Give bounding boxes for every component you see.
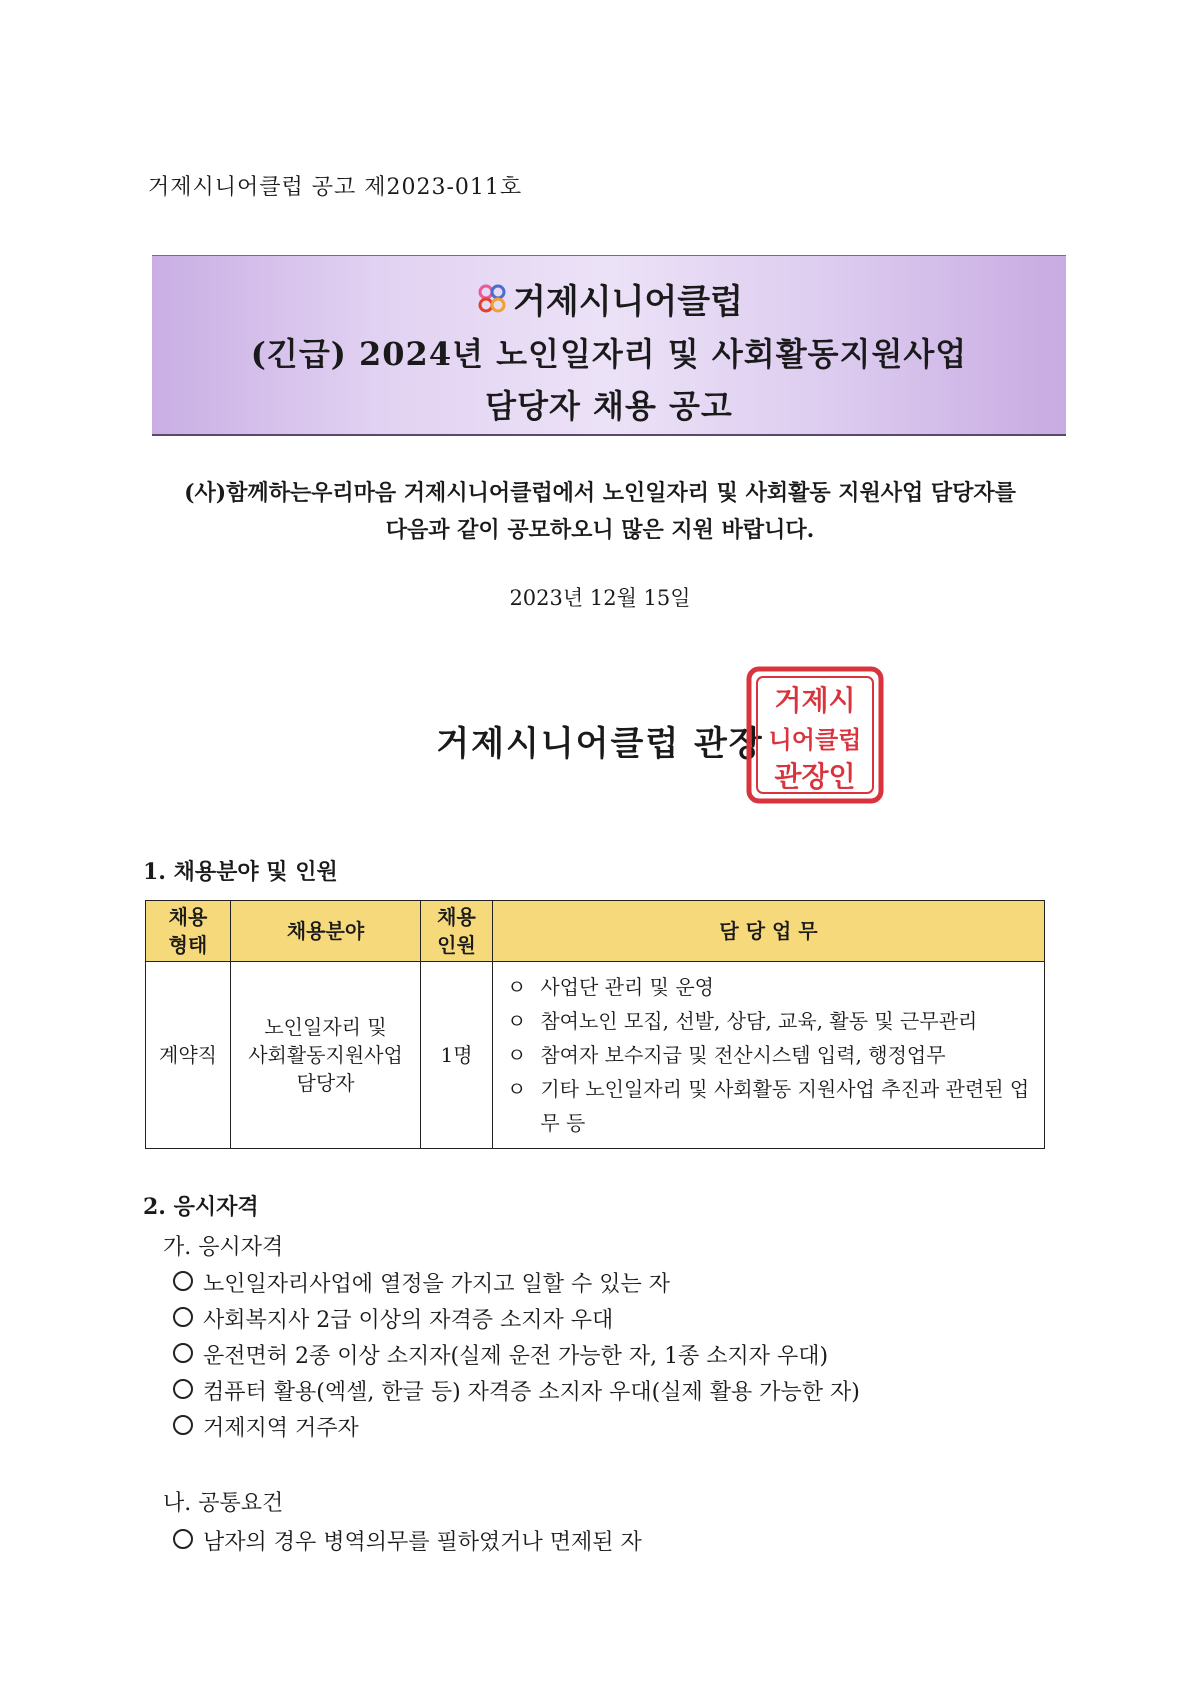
header-duties: 담 당 업 무 <box>493 901 1045 962</box>
intro-line1: (사)함께하는우리마음 거제시니어클럽에서 노인일자리 및 사회활동 지원사업 담당자를 <box>184 480 1016 506</box>
sub-a-title: 가. 응시자격 <box>163 1235 284 1260</box>
duty-bullet: ㅇ <box>507 1043 527 1067</box>
list-item-text: 거제지역 거주자 <box>203 1416 359 1441</box>
list-item <box>173 1267 670 1298</box>
duty-item <box>507 970 1034 1004</box>
circle-bullet-icon <box>173 1343 193 1363</box>
header-count-line2: 인원 <box>437 933 476 957</box>
duty-item <box>507 1072 1034 1140</box>
club-logo-icon <box>475 282 509 316</box>
duty-text: 사업단 관리 및 운영 <box>540 975 714 999</box>
header-count-line1: 채용 <box>437 905 476 929</box>
sub-b-title: 나. 공통요건 <box>163 1491 284 1516</box>
duty-text: 참여자 보수지급 및 전산시스템 입력, 행정업무 <box>540 1043 946 1067</box>
list-item <box>173 1303 613 1334</box>
list-item-text: 사회복지사 2급 이상의 자격증 소지자 우대 <box>203 1308 614 1333</box>
duty-text: 참여노인 모집, 선발, 상담, 교육, 활동 및 근무관리 <box>540 1009 978 1033</box>
circle-bullet-icon <box>173 1415 193 1435</box>
cell-field-line1: 노인일자리 및 <box>264 1015 387 1039</box>
table-row <box>146 962 1045 1149</box>
banner-club-row <box>152 274 1066 323</box>
banner-title-line1: (긴급) 2024년 노인일자리 및 사회활동지원사업 <box>250 335 968 373</box>
seal-line2: 니어클럽 <box>768 726 862 754</box>
list-item-text: 남자의 경우 병역의무를 필하였거나 면제된 자 <box>203 1530 642 1555</box>
list-item-text: 컴퓨터 활용(엑셀, 한글 등) 자격증 소지자 우대(실제 활용 가능한 자) <box>203 1380 860 1405</box>
duty-bullet: ㅇ <box>507 1077 527 1101</box>
duty-bullet: ㅇ <box>507 1009 527 1033</box>
jobs-table <box>145 900 1045 1149</box>
cell-field-line3: 담당자 <box>296 1071 355 1095</box>
list-item <box>173 1525 642 1556</box>
duty-text: 기타 노인일자리 및 사회활동 지원사업 추진과 관련된 업무 등 <box>540 1077 1030 1135</box>
duty-item <box>507 1038 1034 1072</box>
seal-line1: 거제시 <box>774 684 856 717</box>
list-item <box>173 1339 828 1370</box>
header-type-line1: 채용 <box>168 905 208 929</box>
cell-duties <box>493 962 1045 1149</box>
notice-date: 2023년 12월 15일 <box>509 586 691 610</box>
notice-number: 거제시니어클럽 공고 제2023-011호 <box>148 175 523 200</box>
duty-bullet: ㅇ <box>507 975 527 999</box>
circle-bullet-icon <box>173 1271 193 1291</box>
official-seal-icon <box>746 666 884 804</box>
cell-type: 계약직 <box>146 962 231 1149</box>
signer-name: 거제시니어클럽 관장 <box>436 724 764 764</box>
cell-field <box>231 962 421 1149</box>
banner-title-line2: 담당자 채용 공고 <box>485 387 733 425</box>
header-type <box>146 901 231 962</box>
cell-field-line2: 사회활동지원사업 <box>248 1043 403 1067</box>
circle-bullet-icon <box>173 1529 193 1549</box>
duty-item <box>507 1004 1034 1038</box>
table-header-row <box>146 901 1045 962</box>
section1-heading: 1. 채용분야 및 인원 <box>143 859 338 885</box>
banner-club-name: 거제시니어클럽 <box>513 282 743 322</box>
list-item-text: 노인일자리사업에 열정을 가지고 일할 수 있는 자 <box>203 1272 671 1297</box>
intro-paragraph <box>140 475 1060 549</box>
list-item-text: 운전면허 2종 이상 소지자(실제 운전 가능한 자, 1종 소지자 우대) <box>203 1344 829 1369</box>
seal-line3: 관장인 <box>774 760 856 793</box>
circle-bullet-icon <box>173 1379 193 1399</box>
section2-heading: 2. 응시자격 <box>143 1194 259 1220</box>
cell-count: 1명 <box>421 962 493 1149</box>
list-item <box>173 1375 860 1406</box>
title-banner <box>152 255 1066 436</box>
list-item <box>173 1411 359 1442</box>
header-field: 채용분야 <box>231 901 421 962</box>
header-count <box>421 901 493 962</box>
header-type-line2: 형태 <box>168 933 208 957</box>
intro-line2: 다음과 같이 공모하오니 많은 지원 바랍니다. <box>385 517 815 543</box>
circle-bullet-icon <box>173 1307 193 1327</box>
